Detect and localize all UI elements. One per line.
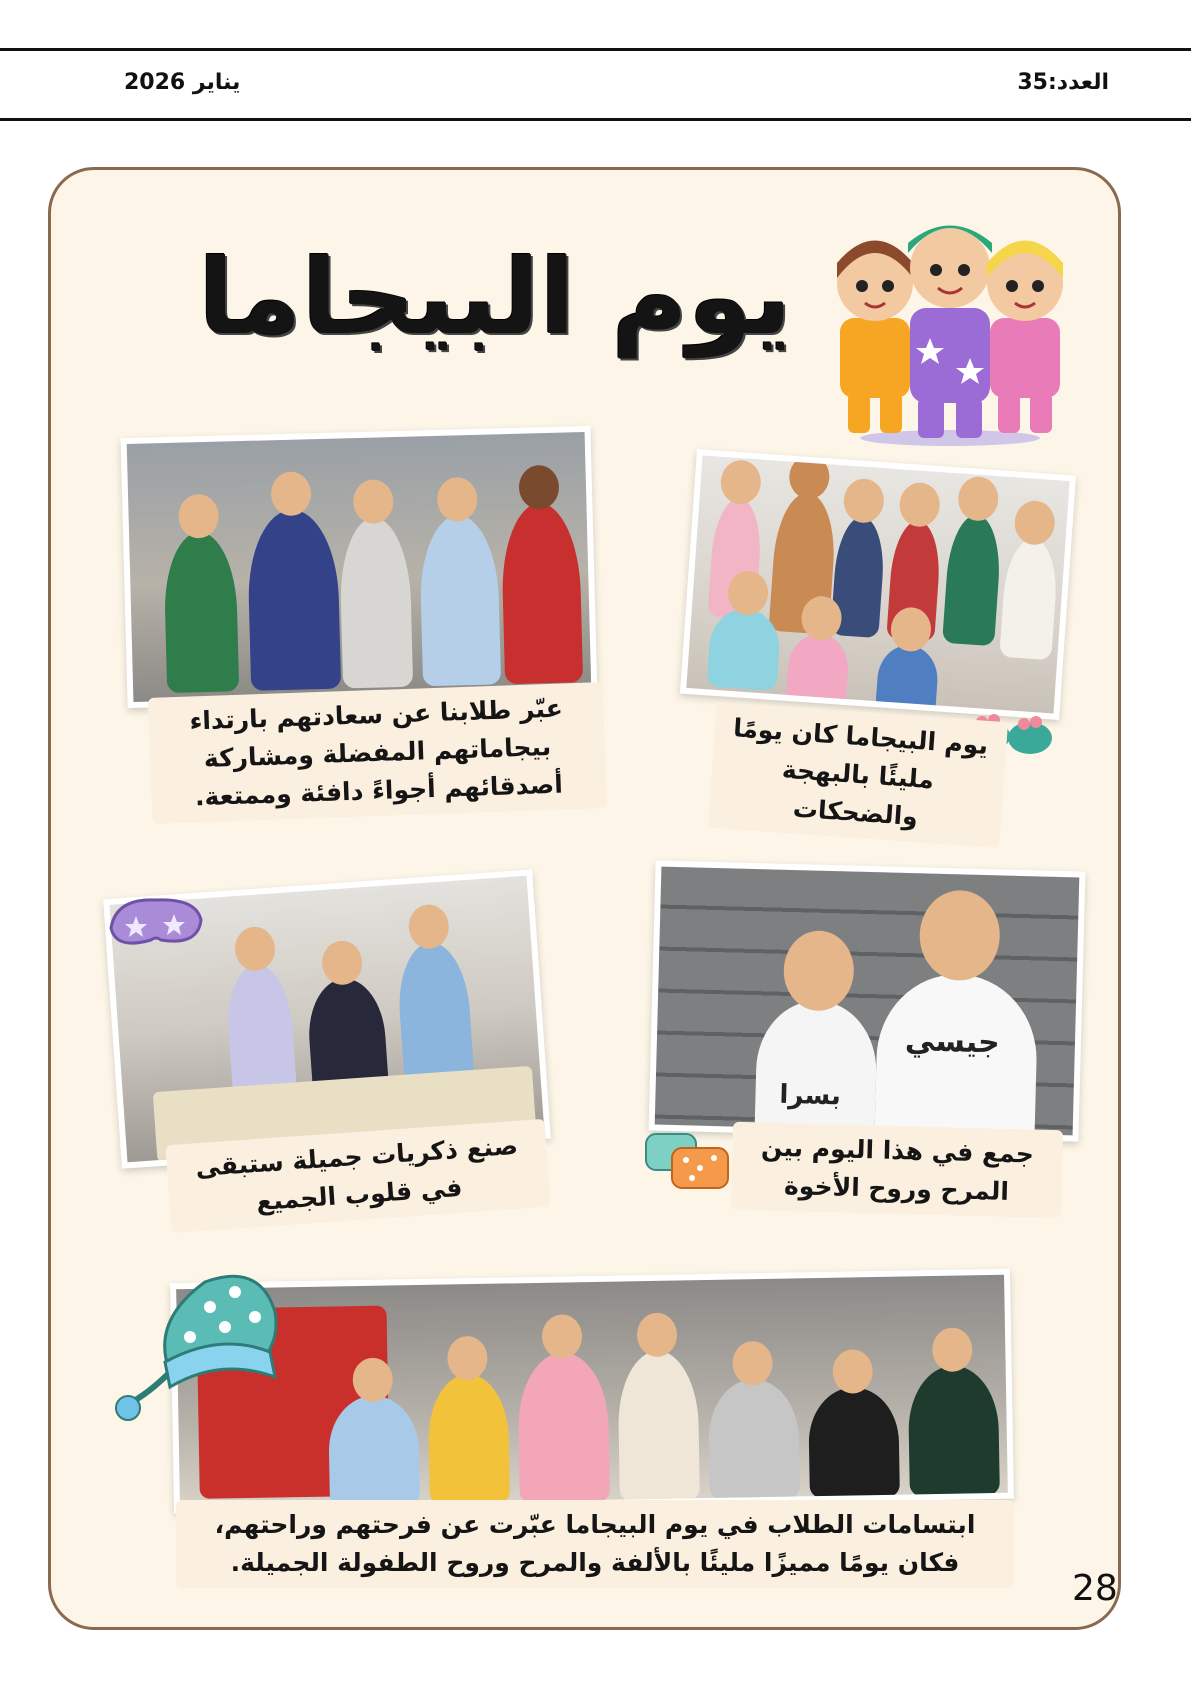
caption-2: يوم البيجاما كان يومًا مليئًا بالبهجة والضحكات [708,702,1008,848]
header-bottom-rule [0,118,1191,121]
pajama-kids-illustration [820,208,1080,448]
photo-two-girls [649,860,1086,1141]
page-number: 28 [1072,1568,1118,1609]
photo-boys-pajamas [121,426,598,708]
pillows-icon [642,1128,732,1192]
caption-1: عبّر طلابنا عن سعادتهم بارتداء بيجاماتهم المفضلة ومشاركة أصدقائهم أجواءً دافئة وممتعة. [148,682,607,824]
issue-date: يناير 2026 [124,70,241,95]
header-top-rule [0,48,1191,51]
caption-4: جمع في هذا اليوم بين المرح وروح الأخوة [731,1122,1063,1219]
issue-number: العدد:35 [1017,70,1109,95]
photo-class-group [170,1269,1014,1514]
shirt-text-left: بسرا [779,1079,842,1112]
caption-5: ابتسامات الطلاب في يوم البيجاما عبّرت عن فرحتهم وراحتهم، فكان يومًا مميزًا مليئًا بالألفة والمرح وروح الطفولة الجميلة. [176,1500,1014,1588]
photo-group-pajamas [680,449,1076,720]
shirt-text-right: جيسي [904,1023,1001,1061]
sleep-mask-icon [106,888,206,958]
page-title: يوم البيجاما [198,236,792,358]
nightcap-icon [110,1262,285,1422]
caption-3: صنع ذكريات جميلة ستبقى في قلوب الجميع [165,1119,550,1233]
